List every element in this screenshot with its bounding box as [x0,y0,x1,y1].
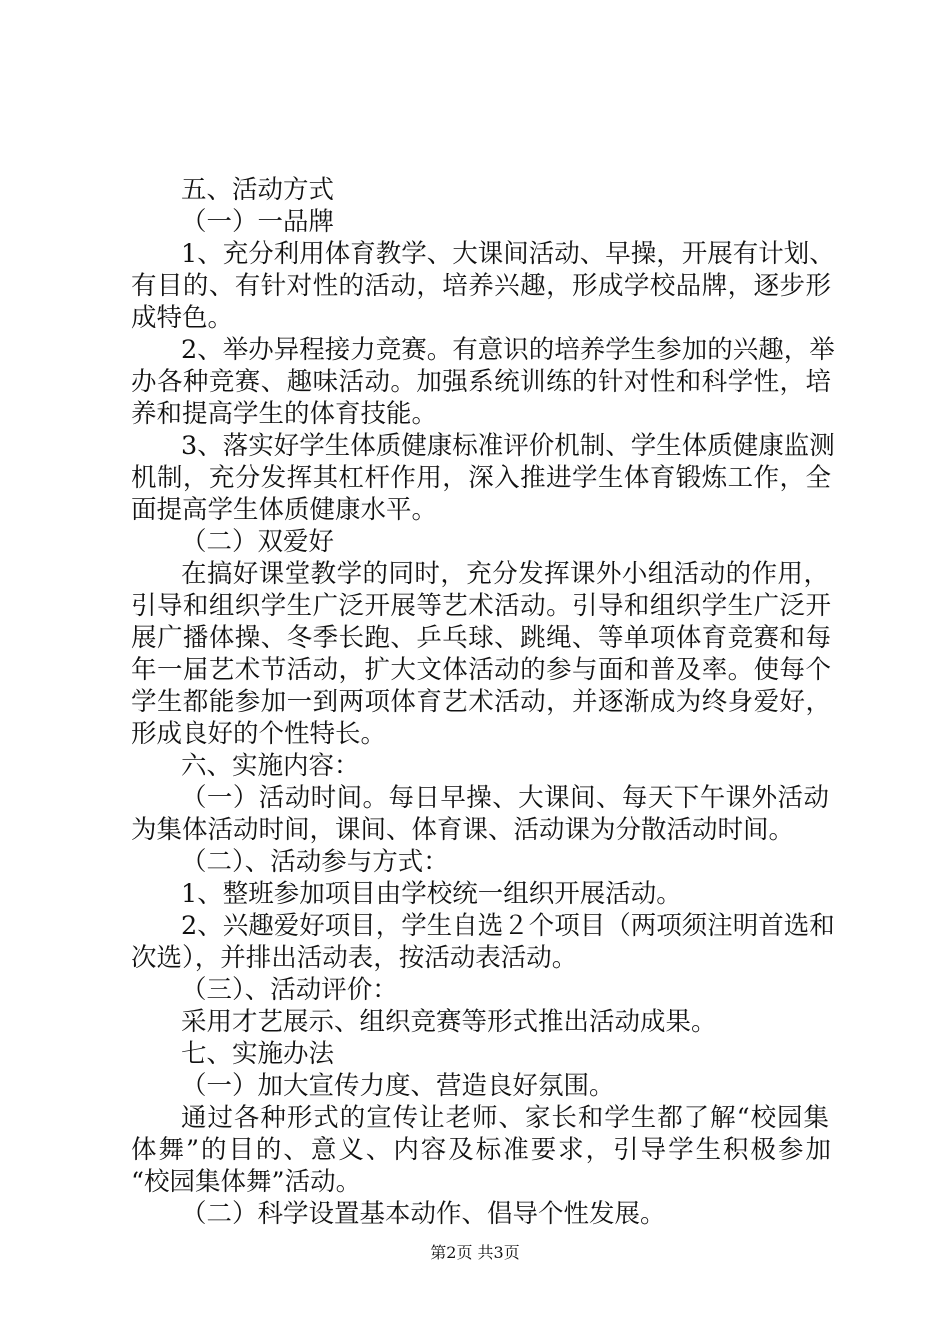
paragraph-line: 采用才艺展示、组织竞赛等形式推出活动成果。 [181,1007,717,1037]
paragraph-line: 办各种竞赛、趣味活动。加强系统训练的针对性和科学性，培 [131,367,831,397]
section-heading-6: 六、实施内容： [181,751,360,781]
paragraph-line: 通过各种形式的宣传让老师、家长和学生都了解“校园集 [181,1103,829,1133]
paragraph-line: 年一届艺术节活动，扩大文体活动的参与面和普及率。使每个 [131,655,831,685]
paragraph-line: 1、充分利用体育教学、大课间活动、早操，开展有计划、 [181,239,835,269]
section-heading-5: 五、活动方式 [181,175,335,205]
subheading-hobbies: （二）双爱好 [181,527,335,557]
subheading-publicity: （一）加大宣传力度、营造良好氛围。 [181,1071,615,1101]
page-footer: 第2页 共3页 [430,1243,520,1262]
paragraph-line: 1、整班参加项目由学校统一组织开展活动。 [181,879,682,909]
paragraph-line: 形成良好的个性特长。 [131,719,387,749]
paragraph-line: 展广播体操、冬季长跑、乒乓球、跳绳、等单项体育竞赛和每 [131,623,831,653]
paragraph-line: 机制，充分发挥其杠杆作用，深入推进学生体育锻炼工作，全 [131,463,831,493]
paragraph-line: “校园集体舞”活动。 [131,1167,362,1197]
paragraph-line: 在搞好课堂教学的同时，充分发挥课外小组活动的作用， [181,559,829,589]
paragraph-line: 有目的、有针对性的活动，培养兴趣，形成学校品牌，逐步形 [131,271,831,301]
paragraph-line: 引导和组织学生广泛开展等艺术活动。引导和组织学生广泛开 [131,591,831,621]
paragraph-line: 养和提高学生的体育技能。 [131,399,438,429]
subheading-participation: （二）、活动参与方式： [181,847,449,877]
paragraph-line: 2、兴趣爱好项目，学生自选２个项目（两项须注明首选和 [181,911,835,941]
subheading-brand: （一）一品牌 [181,207,335,237]
paragraph-line: 学生都能参加一到两项体育艺术活动，并逐渐成为终身爱好， [131,687,831,717]
paragraph-line: 3、落实好学生体质健康标准评价机制、学生体质健康监测 [181,431,835,461]
paragraph-line: 2、举办异程接力竞赛。有意识的培养学生参加的兴趣，举 [181,335,835,365]
paragraph-line: 体舞”的目的、意义、内容及标准要求，引导学生积极参加 [131,1135,831,1165]
paragraph-line: 面提高学生体质健康水平。 [131,495,438,525]
subheading-basic-moves: （二）科学设置基本动作、倡导个性发展。 [181,1199,666,1229]
paragraph-line: 为集体活动时间，课间、体育课、活动课为分散活动时间。 [131,815,795,845]
subheading-evaluation: （三）、活动评价： [181,975,398,1005]
section-heading-7: 七、实施办法 [181,1039,335,1069]
paragraph-line: 次选），并排出活动表，按活动表活动。 [131,943,578,973]
paragraph-line: （一）活动时间。每日早操、大课间、每天下午课外活动 [181,783,829,813]
paragraph-line: 成特色。 [131,303,234,333]
